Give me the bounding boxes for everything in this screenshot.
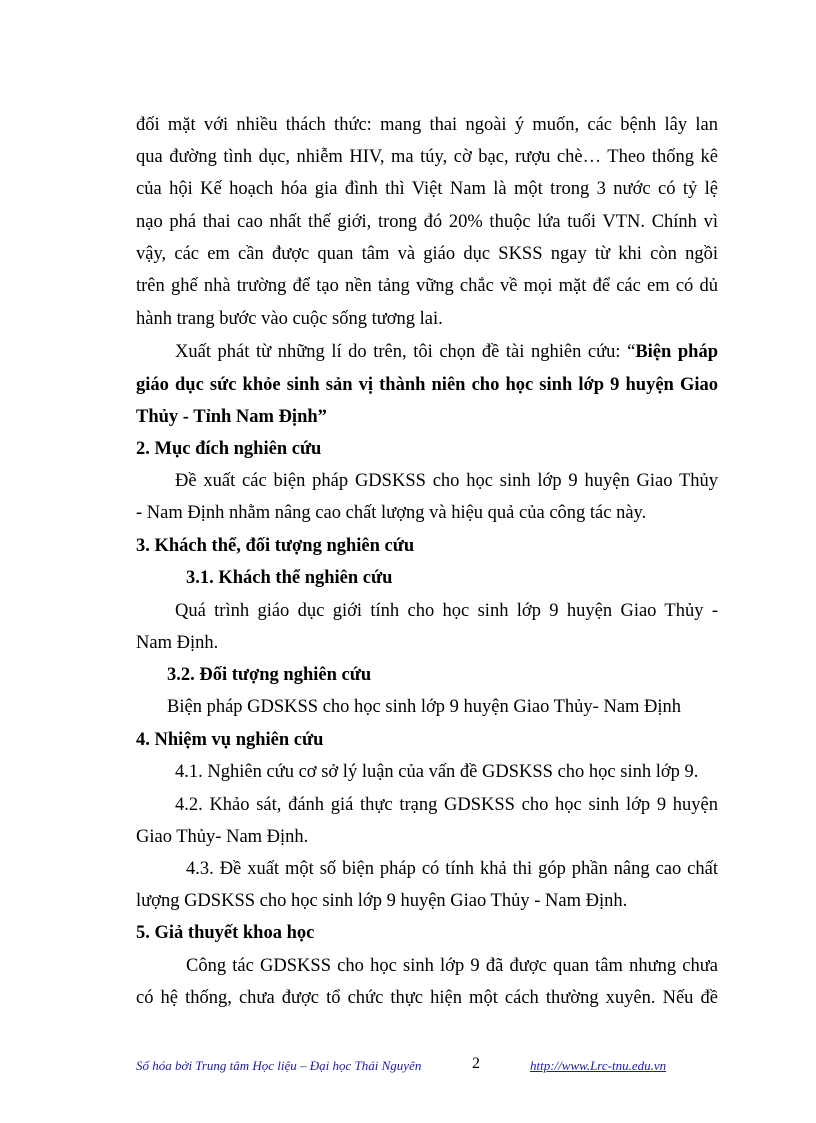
page-number: 2	[472, 1055, 480, 1072]
section-2-heading: 2. Mục đích nghiên cứu	[136, 439, 322, 459]
section-3-1-line-1: Quá trình giáo dục giới tính cho học sinh lớp 9 huyện Giao Thủy -	[175, 601, 718, 621]
topic-title-part1: Biện pháp	[635, 342, 718, 362]
topic-line-1	[175, 341, 718, 363]
topic-title-line-3: Thủy - Tỉnh Nam Định”	[136, 407, 327, 427]
section-5-heading: 5. Giả thuyết khoa học	[136, 923, 315, 943]
section-4-item-3-line-1: 4.3. Đề xuất một số biện pháp có tính khả thi góp phần nâng cao chất	[186, 859, 718, 879]
intro-line-4: nạo phá thai cao nhất thế giới, trong đó 20% thuộc lứa tuổi VTN. Chính vì	[136, 212, 718, 232]
section-3-1-heading: 3.1. Khách thể nghiên cứu	[186, 568, 393, 588]
intro-line-5: vậy, các em cần được quan tâm và giáo dục SKSS ngay từ khi còn ngồi	[136, 244, 718, 264]
section-4-item-1: 4.1. Nghiên cứu cơ sở lý luận của vấn đề GDSKSS cho học sinh lớp 9.	[175, 762, 699, 782]
intro-line-2: qua đường tình dục, nhiễm HIV, ma túy, cờ bạc, rượu chè… Theo thống kê	[136, 147, 718, 167]
intro-line-3: của hội Kế hoạch hóa gia đình thì Việt Nam là một trong 3 nước có tỷ lệ	[136, 179, 718, 199]
section-3-2-line: Biện pháp GDSKSS cho học sinh lớp 9 huyện Giao Thủy- Nam Định	[167, 697, 682, 717]
footer-credit: Số hóa bởi Trung tâm Học liệu – Đại học Thái Nguyên	[136, 1058, 422, 1073]
topic-title-line-2: giáo dục sức khỏe sinh sản vị thành niên cho học sinh lớp 9 huyện Giao	[136, 375, 718, 395]
intro-line-1: đối mặt với nhiều thách thức: mang thai ngoài ý muốn, các bệnh lây lan	[136, 115, 718, 135]
footer-link[interactable]: http://www.Lrc-tnu.edu.vn	[530, 1058, 667, 1073]
section-4-item-3-line-2: lượng GDSKSS cho học sinh lớp 9 huyện Giao Thủy - Nam Định.	[136, 891, 628, 911]
section-2-line-2: - Nam Định nhằm nâng cao chất lượng và hiệu quả của công tác này.	[136, 503, 647, 523]
section-5-line-2: có hệ thống, chưa được tổ chức thực hiện một cách thường xuyên. Nếu đề	[136, 988, 718, 1008]
section-4-item-2-line-1: 4.2. Khảo sát, đánh giá thực trạng GDSKSS cho học sinh lớp 9 huyện	[175, 795, 718, 815]
section-3-2-heading: 3.2. Đối tượng nghiên cứu	[167, 665, 372, 685]
section-3-heading: 3. Khách thể, đối tượng nghiên cứu	[136, 536, 415, 556]
section-2-line-1: Đề xuất các biện pháp GDSKSS cho học sinh lớp 9 huyện Giao Thủy	[175, 471, 718, 491]
section-4-heading: 4. Nhiệm vụ nghiên cứu	[136, 730, 324, 750]
intro-line-7: hành trang bước vào cuộc sống tương lai.	[136, 309, 443, 329]
section-5-line-1: Công tác GDSKSS cho học sinh lớp 9 đã được quan tâm nhưng chưa	[186, 956, 718, 976]
section-3-1-line-2: Nam Định.	[136, 633, 219, 653]
intro-line-6: trên ghế nhà trường để tạo nền tảng vững chắc về mọi mặt để các em có dủ	[136, 276, 718, 296]
topic-prefix: Xuất phát từ những lí do trên, tôi chọn đề tài nghiên cứu: “	[175, 342, 636, 362]
section-4-item-2-line-2: Giao Thủy- Nam Định.	[136, 827, 309, 847]
